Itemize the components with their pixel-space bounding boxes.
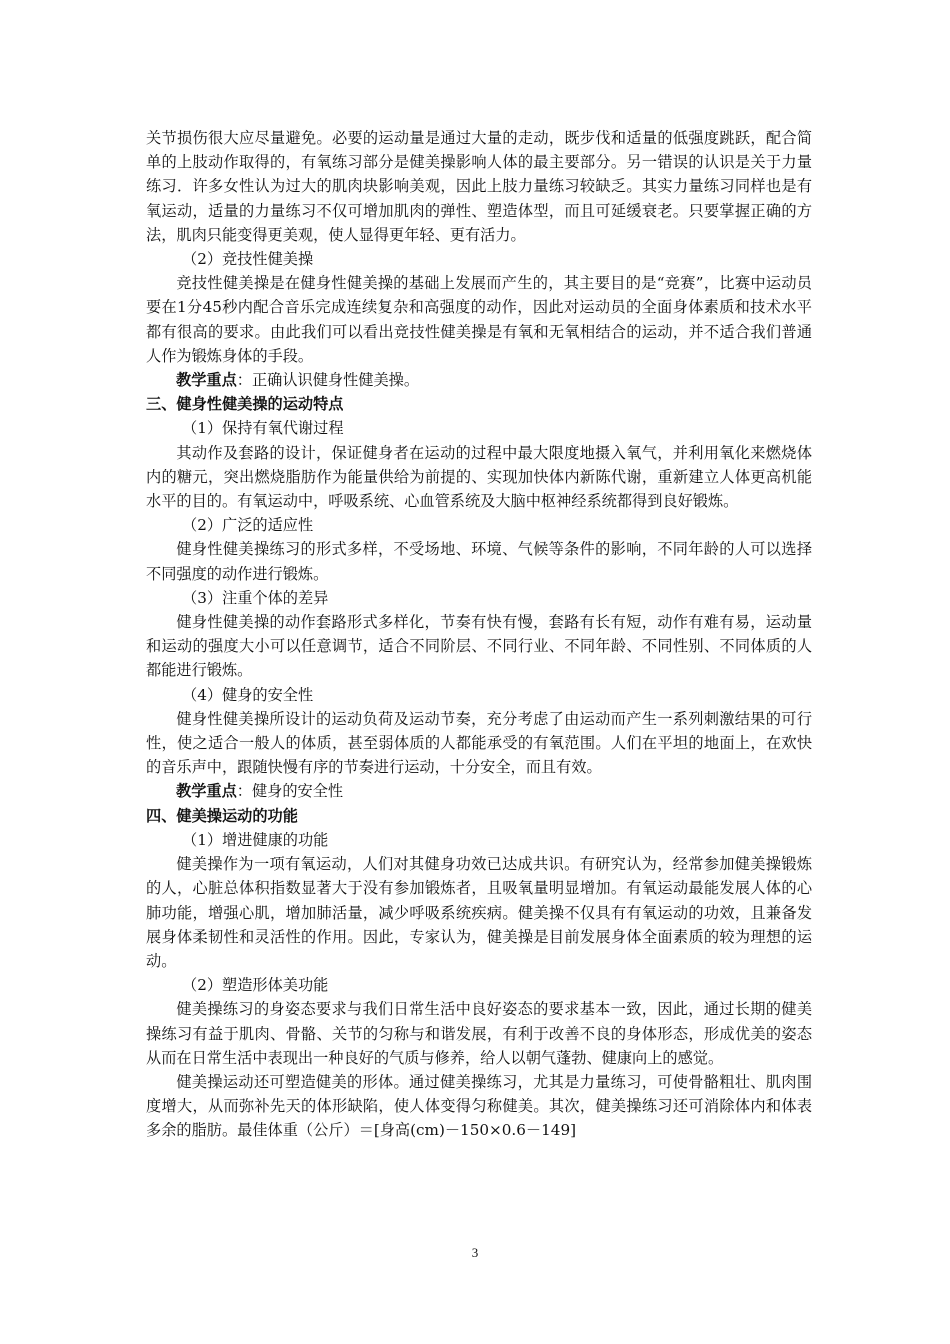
subheading-4-2: （2）塑造形体美功能: [182, 976, 329, 995]
subheading-3-3: （3）注重个体的差异: [182, 588, 329, 607]
subheading-4-1: （1）增进健康的功能: [182, 830, 329, 849]
paragraph-3-2: 健身性健美操练习的形式多样，不受场地、环境、气候等条件的影响，不同年龄的人可以选择不同强度的动作进行锻炼。: [146, 540, 812, 583]
subheading-3-4: （4）健身的安全性: [182, 685, 314, 704]
subheading-3-1: （1）保持有氧代谢过程: [182, 419, 344, 438]
teaching-key-2: [146, 779, 812, 803]
paragraph-3-4: 健身性健美操所设计的运动负荷及运动节奏，充分考虑了由运动而产生一系列刺激结果的可行性，使之适合一般人的体质，甚至弱体质的人都能承受的有氧范围。人们在平坦的地面上，在欢快的音乐声中，跟随快慢有序的节奏进行运动，十分安全，而且有效。: [146, 709, 812, 777]
paragraph-4-3: 健美操运动还可塑造健美的形体。通过健美操练习，尤其是力量练习，可使骨骼粗壮、肌肉围度增大，从而弥补先天的体形缺陷，使人体变得匀称健美。其次，健美操练习还可消除体内和体表多余的脂肪。最佳体重（公斤）＝[身高(cm)－150×0.6－149]: [146, 1072, 812, 1140]
subheading-competitive: （2）竞技性健美操: [182, 250, 314, 269]
section-heading-4: 四、健美操运动的功能: [146, 806, 298, 825]
paragraph-4-1: 健美操作为一项有氧运动，人们对其健身功效已达成共识。有研究认为，经常参加健美操锻炼的人，心脏总体积指数显著大于没有参加锻炼者，且吸氧量明显增加。有氧运动最能发展人体的心肺功能，增强心肌，增加肺活量，减少呼吸系统疾病。健美操不仅具有有氧运动的功效，且兼备发展身体柔韧性和灵活性的作用。因此，专家认为，健美操是目前发展身体全面素质的较为理想的运动。: [146, 855, 812, 970]
subheading-3-2: （2）广泛的适应性: [182, 516, 314, 535]
teaching-key-text: ：健身的安全性: [236, 782, 344, 801]
section-heading-3: 三、健身性健美操的运动特点: [146, 395, 344, 414]
teaching-key-text: ：正确认识健身性健美操。: [236, 371, 419, 390]
paragraph-intro: 关节损伤很大应尽量避免。必要的运动量是通过大量的走动，既步伐和适量的低强度跳跃，配合简单的上肢动作取得的，有氧练习部分是健美操影响人体的最主要部分。另一错误的认识是关于力量练习．许多女性认为过大的肌肉块影响美观，因此上肢力量练习较缺乏。其实力量练习同样也是有氧运动，适量的力量练习不仅可增加肌肉的弹性、塑造体型，而且可延缓衰老。只要掌握正确的方法，肌肉只能变得更美观，使人显得更年轻、更有活力。: [146, 129, 812, 244]
teaching-key-label: 教学重点: [176, 371, 237, 390]
paragraph-competitive: 竞技性健美操是在健身性健美操的基础上发展而产生的，其主要目的是“竞赛”，比赛中运动员要在1分45秒内配合音乐完成连续复杂和高强度的动作，因此对运动员的全面身体素质和技术水平都有很高的要求。由此我们可以看出竞技性健美操是有氧和无氧相结合的运动，并不适合我们普通人作为锻炼身体的手段。: [146, 274, 812, 365]
document-body: [146, 126, 812, 1143]
teaching-key-label: 教学重点: [176, 782, 237, 801]
page-number: 3: [471, 1245, 479, 1260]
paragraph-3-1: 其动作及套路的设计，保证健身者在运动的过程中最大限度地摄入氧气，并利用氧化来燃烧体内的糖元，突出燃烧脂肪作为能量供给为前提的、实现加快体内新陈代谢，重新建立人体更高机能水平的目的。有氧运动中，呼吸系统、心血管系统及大脑中枢神经系统都得到良好锻炼。: [146, 443, 812, 511]
paragraph-4-2: 健美操练习的身姿态要求与我们日常生活中良好姿态的要求基本一致，因此，通过长期的健美操练习有益于肌肉、骨骼、关节的匀称与和谐发展，有利于改善不良的身体形态，形成优美的姿态从而在日常生活中表现出一种良好的气质与修养，给人以朝气蓬勃、健康向上的感觉。: [146, 1000, 812, 1067]
paragraph-3-3: 健身性健美操的动作套路形式多样化，节奏有快有慢，套路有长有短，动作有难有易，运动量和运动的强度大小可以任意调节，适合不同阶层、不同行业、不同年龄、不同性别、不同体质的人都能进行锻炼。: [146, 613, 812, 680]
teaching-key-1: [146, 368, 812, 392]
